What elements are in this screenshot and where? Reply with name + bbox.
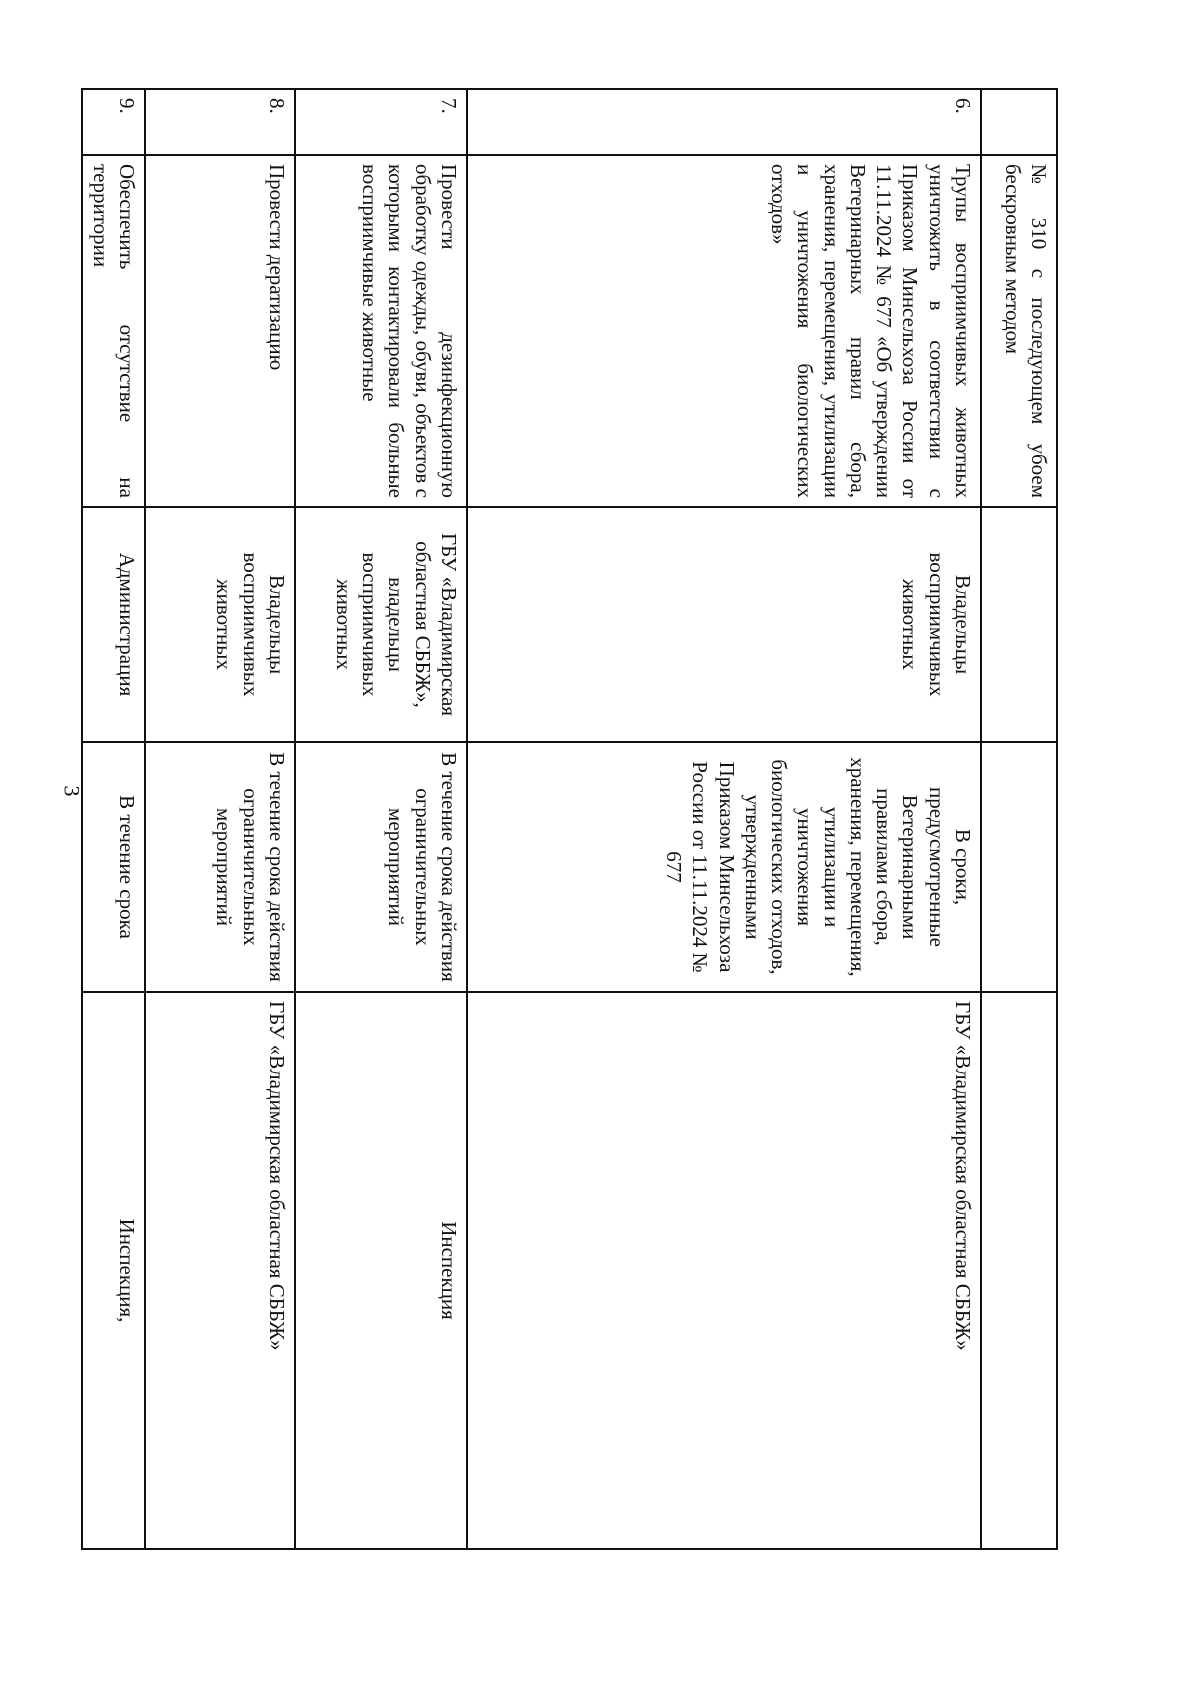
responsible-cell: Владельцы восприимчивых животных: [467, 507, 981, 742]
action-cell: Провести дезинфекционную обработку одежды, обуви, объектов с которыми контактировали больные восприимчивые животные: [295, 155, 467, 507]
table-row: [467, 89, 981, 1549]
measures-table: [82, 88, 1059, 1550]
row-number: [981, 89, 1057, 155]
action-cell: Провести дератизацию: [145, 155, 295, 507]
responsible-cell: [981, 507, 1057, 742]
table-row: [981, 89, 1057, 1549]
responsible-cell: Администрация: [83, 507, 146, 742]
table-row: [145, 89, 295, 1549]
responsible-cell: ГБУ «Владимирская областная СББЖ», владельцы восприимчивых животных: [295, 507, 467, 742]
row-number: 6.: [467, 89, 981, 155]
table-row: [83, 89, 146, 1549]
row-number: 8.: [145, 89, 295, 155]
term-cell: В течение срока действия ограничительных мероприятий: [145, 742, 295, 992]
row-number: 7.: [295, 89, 467, 155]
term-cell: В течение срока действия ограничительных мероприятий: [295, 742, 467, 992]
table-row: [295, 89, 467, 1549]
measures-table-wrapper: [88, 88, 1058, 1548]
action-cell: № 310 с последующем убоем бескровным методом: [981, 155, 1057, 507]
executor-cell: Инспекция,: [83, 992, 146, 1549]
responsible-cell: Владельцы восприимчивых животных: [145, 507, 295, 742]
executor-cell: ГБУ «Владимирская областная СББЖ»: [145, 992, 295, 1549]
page-number: 3: [59, 785, 85, 797]
row-number: 9.: [83, 89, 146, 155]
action-cell: Обеспечить отсутствие на территории: [83, 155, 146, 507]
executor-cell: Инспекция: [295, 992, 467, 1549]
executor-cell: [981, 992, 1057, 1549]
term-cell: В сроки, предусмотренные Ветеринарными правилами сбора, хранения, перемещения, утилизации и уничтожения биологических отходов, утвержденными Приказом Минсельхоза России от 11.11.2024 № 677: [467, 742, 981, 992]
action-cell: Трупы восприимчивых животных уничтожить в соответствии с Приказом Минсельхоза России от 11.11.2024 № 677 «Об утверждении Ветеринарных правил сбора, хранения, перемещения, утилизации и уничтожения биологических отходов»: [467, 155, 981, 507]
executor-cell: ГБУ «Владимирская областная СББЖ»: [467, 992, 981, 1549]
term-cell: В течение срока: [83, 742, 146, 992]
term-cell: [981, 742, 1057, 992]
